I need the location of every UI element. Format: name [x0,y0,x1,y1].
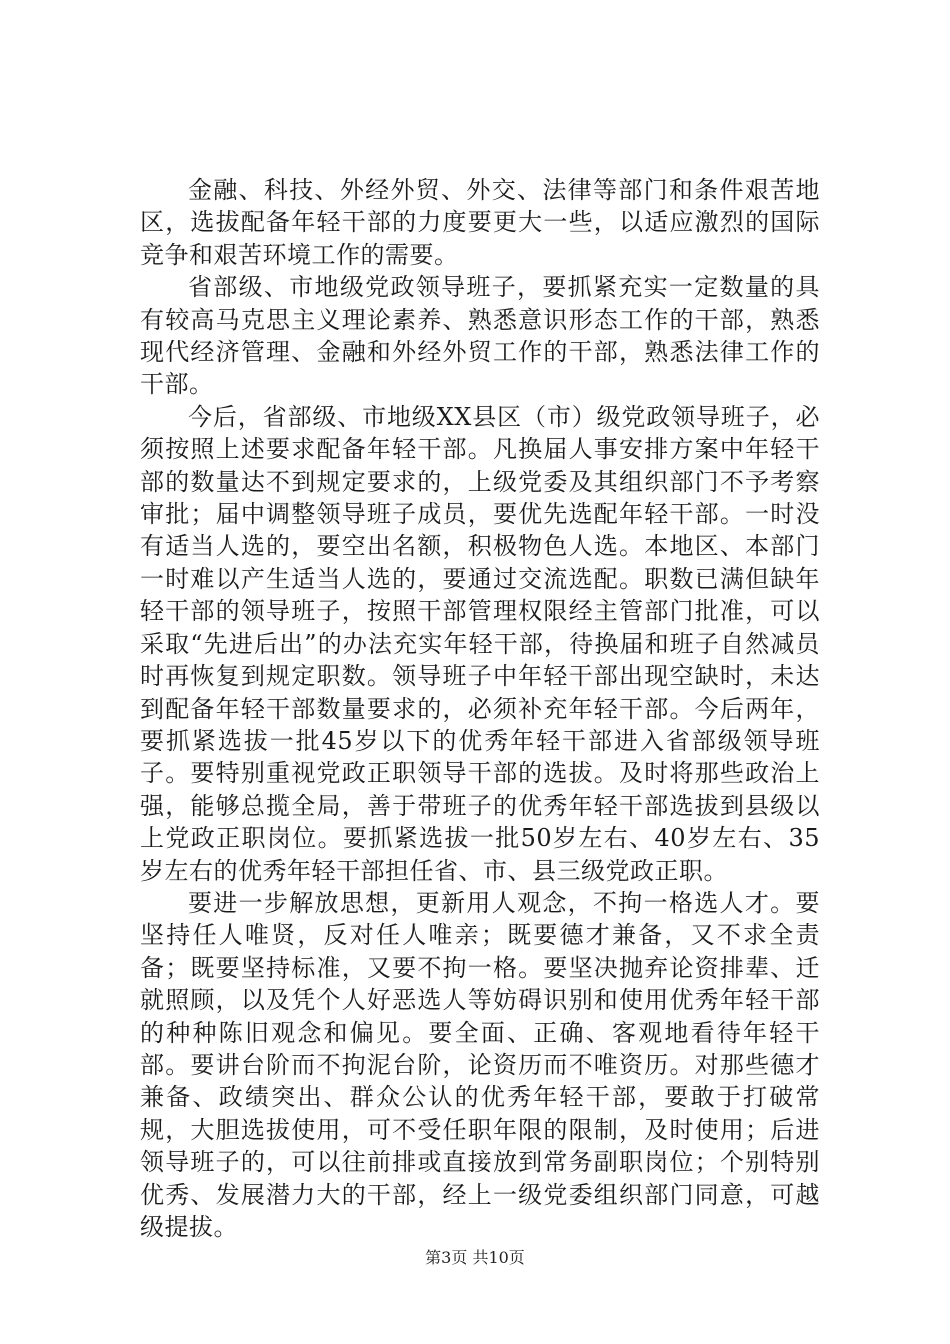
paragraph: 金融、科技、外经外贸、外交、法律等部门和条件艰苦地区，选拔配备年轻干部的力度要更大一些，以适应激烈的国际竞争和艰苦环境工作的需要。 [140,176,820,269]
paragraph: 要进一步解放思想，更新用人观念，不拘一格选人才。要坚持任人唯贤，反对任人唯亲；既要德才兼备，又不求全责备；既要坚持标准，又要不拘一格。要坚决抛弃论资排辈、迁就照顾，以及凭个人好恶选人等妨碍识别和使用优秀年轻干部的种种陈旧观念和偏见。要全面、正确、客观地看待年轻干部。要讲台阶而不拘泥台阶，论资历而不唯资历。对那些德才兼备、政绩突出、群众公认的优秀年轻干部，要敢于打破常规，大胆选拔使用，可不受任职年限的限制，及时使用；后进领导班子的，可以往前排或直接放到常务副职岗位；个别特别优秀、发展潜力大的干部，经上一级党委组织部门同意，可越级提拔。 [140,888,820,1241]
page-number-footer: 第3页 共10页 [425,1248,525,1267]
paragraph: 省部级、市地级党政领导班子，要抓紧充实一定数量的具有较高马克思主义理论素养、熟悉意识形态工作的干部，熟悉现代经济管理、金融和外经外贸工作的干部，熟悉法律工作的干部。 [140,273,820,399]
document-body [140,174,820,1243]
paragraph: 今后，省部级、市地级XX县区（市）级党政领导班子，必须按照上述要求配备年轻干部。凡换届人事安排方案中年轻干部的数量达不到规定要求的，上级党委及其组织部门不予考察审批；届中调整领导班子成员，要优先选配年轻干部。一时没有适当人选的，要空出名额，积极物色人选。本地区、本部门一时难以产生适当人选的，要通过交流选配。职数已满但缺年轻干部的领导班子，按照干部管理权限经主管部门批准，可以采取“先进后出”的办法充实年轻干部，待换届和班子自然减员时再恢复到规定职数。领导班子中年轻干部出现空缺时，未达到配备年轻干部数量要求的，必须补充年轻干部。今后两年，要抓紧选拔一批45岁以下的优秀年轻干部进入省部级领导班子。要特别重视党政正职领导干部的选拔。及时将那些政治上强，能够总揽全局，善于带班子的优秀年轻干部选拔到县级以上党政正职岗位。要抓紧选拔一批50岁左右、40岁左右、35岁左右的优秀年轻干部担任省、市、县三级党政正职。 [140,402,820,885]
